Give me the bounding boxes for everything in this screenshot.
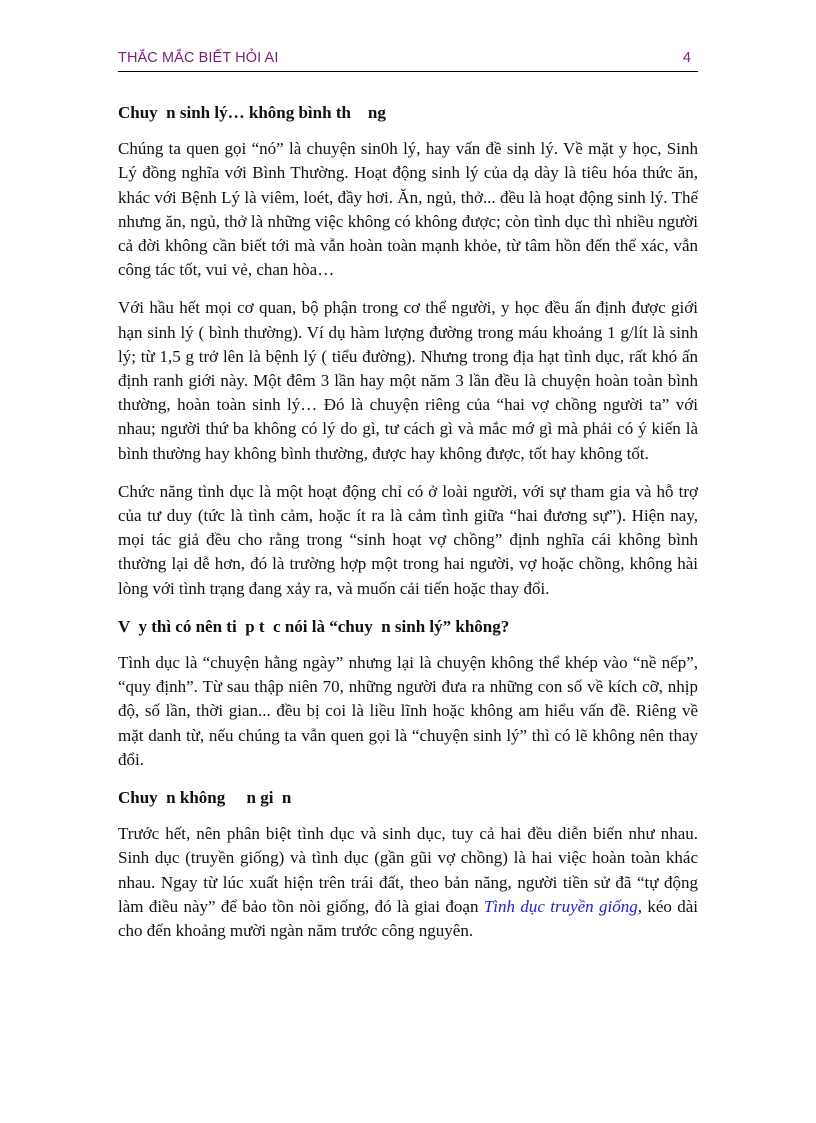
paragraph: Với hầu hết mọi cơ quan, bộ phận trong cơ thể người, y học đều ấn định được giới hạn sinh lý ( bình thường). Ví dụ hàm lượng đường trong máu khoảng 1 g/lít là sinh lý; từ 1,5 g trở lên là bệnh lý ( tiểu đường). Nhưng trong địa hạt tình dục, rất khó ấn định ranh giới này. Một đêm 3 lần hay một năm 3 lần đều là chuyện hoàn toàn bình thường, hoàn toàn sinh lý… Đó là chuyện riêng của “hai vợ chồng người ta” với nhau; người thứ ba không có lý do gì, tư cách gì và mắc mớ gì mà phải có ý kiến là bình thường hay không bình thường, được hay không được, tốt hay không tốt. (118, 298, 698, 463)
paragraph: Tình dục là “chuyện hằng ngày” nhưng lại là chuyện không thể khép vào “nề nếp”, “quy định”. Từ sau thập niên 70, những người đưa ra những con số về kích cỡ, nhịp độ, số lần, thời gian... đều bị coi là liều lĩnh hoặc không am hiểu vấn đề. Riêng về mặt danh từ, nếu chúng ta vẫn quen gọi là “chuyện sinh lý” thì có lẽ không nên thay đổi. (118, 653, 698, 769)
header-title: THẮC MẮC BIẾT HỎI AI (118, 50, 279, 66)
paragraph: Chúng ta quen gọi “nó” là chuyện sin0h lý, hay vấn đề sinh lý. Về mặt y học, Sinh Lý đồng nghĩa với Bình Thường. Hoạt động sinh lý của dạ dày là tiêu hóa thức ăn, khác với Bệnh Lý là viêm, loét, đầy hơi. Ăn, ngủ, thở... đều là hoạt động sinh lý. Thế nhưng ăn, ngủ, thở là những việc không có không được; còn tình dục thì nhiều người cả đời không cần biết tới mà vẫn hoàn toàn mạnh khỏe, từ tâm hồn đến thể xác, vẫn công tác tốt, vui vẻ, chan hòa… (118, 139, 698, 280)
page-header (118, 49, 698, 72)
paragraph: Chức năng tình dục là một hoạt động chỉ có ở loài người, với sự tham gia và hỗ trợ của tư duy (tức là tình cảm, hoặc ít ra là cảm tình giữa “hai đương sự”). Hiện nay, mọi tác giả đều cho rằng trong “sinh hoạt vợ chồng” định nghĩa cái không bình thường lại dễ hơn, đó là trường hợp một trong hai người, vợ hoặc chồng, không hài lòng với tình trạng đang xảy ra, và muốn cải tiến hoặc thay đổi. (118, 481, 698, 598)
paragraph (118, 822, 698, 943)
paragraph-text: Trước hết, nên phân biệt tình dục và sinh dục, tuy cả hai đều diễn biến như nhau. Sinh dục (truyền giống) và tình dục (gần gũi vợ chồng) là hai việc hoàn toàn khác nhau. Ngay từ lúc xuất hiện trên trái đất, theo bản năng, người tiền sử đã “tự động làm điều này” để bảo tồn nòi giống, đó là giai đoạn (118, 824, 698, 916)
hyperlink[interactable]: Tình dục truyền giống (483, 896, 638, 916)
section-heading: Chuy n không n gi n (118, 788, 292, 808)
section-heading: Chuy n sinh lý… không bình th ng (118, 103, 386, 122)
paragraph-text: , kéo dài cho đến khoảng mười ngàn năm trước công nguyên. (118, 896, 698, 941)
section-heading: V y thì có nên ti p t c nói là “chuy n sinh lý” không? (118, 616, 510, 636)
page-content (118, 101, 698, 957)
page-number: 4 (682, 50, 691, 66)
